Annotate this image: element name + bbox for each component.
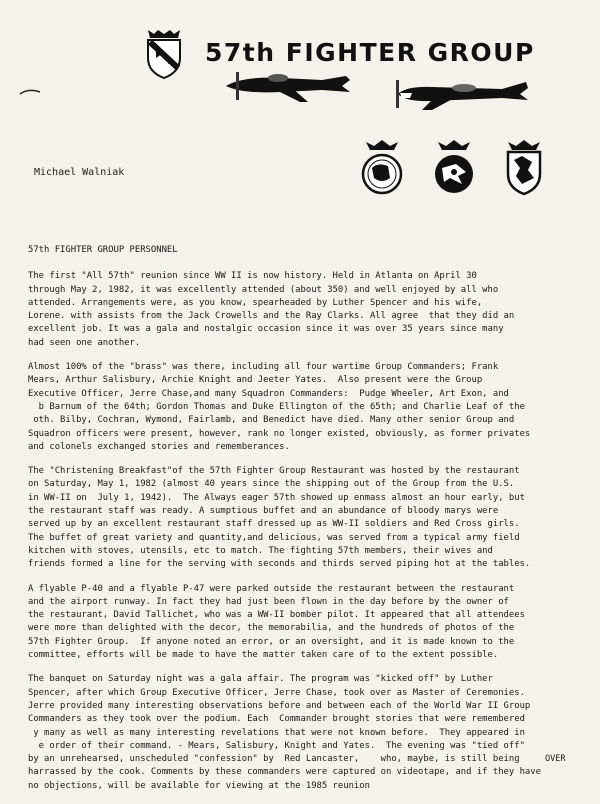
text-line: through May 2, 1982, it was excellently attended (about 350) and well enjoyed by all who (28, 284, 499, 295)
recipient-name: Michael Walniak (34, 167, 125, 178)
text-line: Mears, Arthur Salisbury, Archie Knight and Jeeter Yates. Also present were the Group (28, 375, 483, 386)
letterhead-title: 57th FIGHTER GROUP (205, 38, 535, 67)
text-line: Commanders as they took over the podium. Each Commander brought stories that were remembered (28, 714, 525, 725)
text-line: no objections, will be available for viewing at the 1985 reunion (28, 780, 370, 791)
letter-body (28, 244, 590, 804)
over-marker: OVER (545, 754, 566, 764)
text-line: and the airport runway. In fact they had just been flown in the day before by the owner of (28, 596, 509, 607)
text-line: A flyable P-40 and a flyable P-47 were parked outside the restaurant between the restaurant (28, 583, 515, 594)
squadron-64th-badge-icon (360, 138, 404, 196)
text-line: The buffet of great variety and quantity,and delicious, was served from a typical army field (28, 532, 520, 543)
text-line: kitchen with stoves, utensils, etc to match. The fighting 57th members, their wives and (28, 545, 493, 556)
section-heading: 57th FIGHTER GROUP PERSONNEL (28, 245, 178, 255)
text-line: Squadron officers were present, however, rank no longer existed, obviously, as former privates (28, 428, 531, 439)
text-line: excellent job. It was a gala and nostalgic occasion since it was over 35 years since many (28, 324, 504, 335)
text-line: and colonels exchanged stories and rememberances. (28, 441, 290, 452)
text-line: e order of their command. - Mears, Salisbury, Knight and Yates. The evening was "tied off" (28, 740, 525, 751)
text-line: Jerre provided many interesting observations before and between each of the World War II Group (28, 700, 531, 711)
text-line: Spencer, after which Group Executive Officer, Jerre Chase, took over as Master of Ceremonies. (28, 687, 525, 698)
paragraph (28, 270, 590, 350)
text-line: Executive Officer, Jerre Chase,and many Squadron Commanders: Pudge Wheeler, Art Exon, and (28, 388, 509, 399)
paragraph (28, 673, 590, 793)
text-line: the restaurant, David Tallichet, who was a WW-II bomber pilot. It appeared that all attendees (28, 610, 525, 621)
text-line: oth. Bilby, Cochran, Wymond, Fairlamb, and Benedict have died. Many other senior Group and (28, 415, 515, 426)
text-line: Lorene. with assists from the Jack Crowells and the Ray Clarks. All agree that they did an (28, 311, 515, 322)
text-line: served up by an excellent restaurant staff dressed up as WW-II soldiers and Red Cross girls. (28, 519, 520, 530)
text-line: the restaurant staff was ready. A sumptious buffet and an abundance of bloody marys were (28, 506, 499, 517)
squadron-65th-badge-icon (432, 138, 476, 196)
text-line: by an unrehearsed, unscheduled "confession" by Red Lancaster, who, maybe, is still being (28, 754, 520, 765)
text-line: friends formed a line for the serving with seconds and thirds served piping hot at the tables. (28, 559, 531, 570)
text-line: committee, efforts will be made to have the matter taken care of to the extent possible. (28, 650, 499, 661)
text-line: attended. Arrangements were, as you know, spearheaded by Luther Spencer and his wife, (28, 297, 483, 308)
group-crest-icon (142, 28, 186, 80)
text-line: y many as well as many interesting revelations that were not known before. They appeared in (28, 727, 525, 738)
text-line: The banquet on Saturday night was a gala affair. The program was "kicked off" by Luther (28, 674, 493, 685)
paragraph (28, 361, 590, 454)
paragraph (28, 583, 590, 663)
text-line: were more than delighted with the decor, the memorabilia, and the hundreds of photos of the (28, 623, 515, 634)
text-line: harrassed by the cook. Comments by these commanders were captured on videotape, and if they have (28, 767, 541, 778)
paragraph-list (28, 270, 590, 793)
text-line: 57th Fighter Group. If anyone noted an error, or an oversight, and it is made known to the (28, 636, 515, 647)
p-47-aircraft-icon (222, 68, 352, 104)
text-line: The "Christening Breakfast"of the 57th Fighter Group Restaurant was hosted by the restaurant (28, 466, 520, 477)
text-line: in WW-II on July 1, 1942). The Always eager 57th showed up enmass almost an hour early, but (28, 492, 525, 503)
text-line: on Saturday, May 1, 1982 (almost 40 years since the shipping out of the Group from the U.S. (28, 479, 515, 490)
paragraph (28, 465, 590, 571)
text-line: Almost 100% of the "brass" was there, including all four wartime Group Commanders; Frank (28, 362, 499, 373)
text-line: The first "All 57th" reunion since WW II is now history. Held in Atlanta on April 30 (28, 271, 477, 282)
text-line: had seen one another. (28, 337, 141, 348)
squadron-66th-badge-icon (502, 138, 546, 196)
text-line: b Barnum of the 64th; Gordon Thomas and Duke Ellington of the 65th; and Charlie Leaf of the (28, 401, 525, 412)
pen-mark (18, 86, 42, 96)
p-40-aircraft-icon (392, 76, 532, 112)
